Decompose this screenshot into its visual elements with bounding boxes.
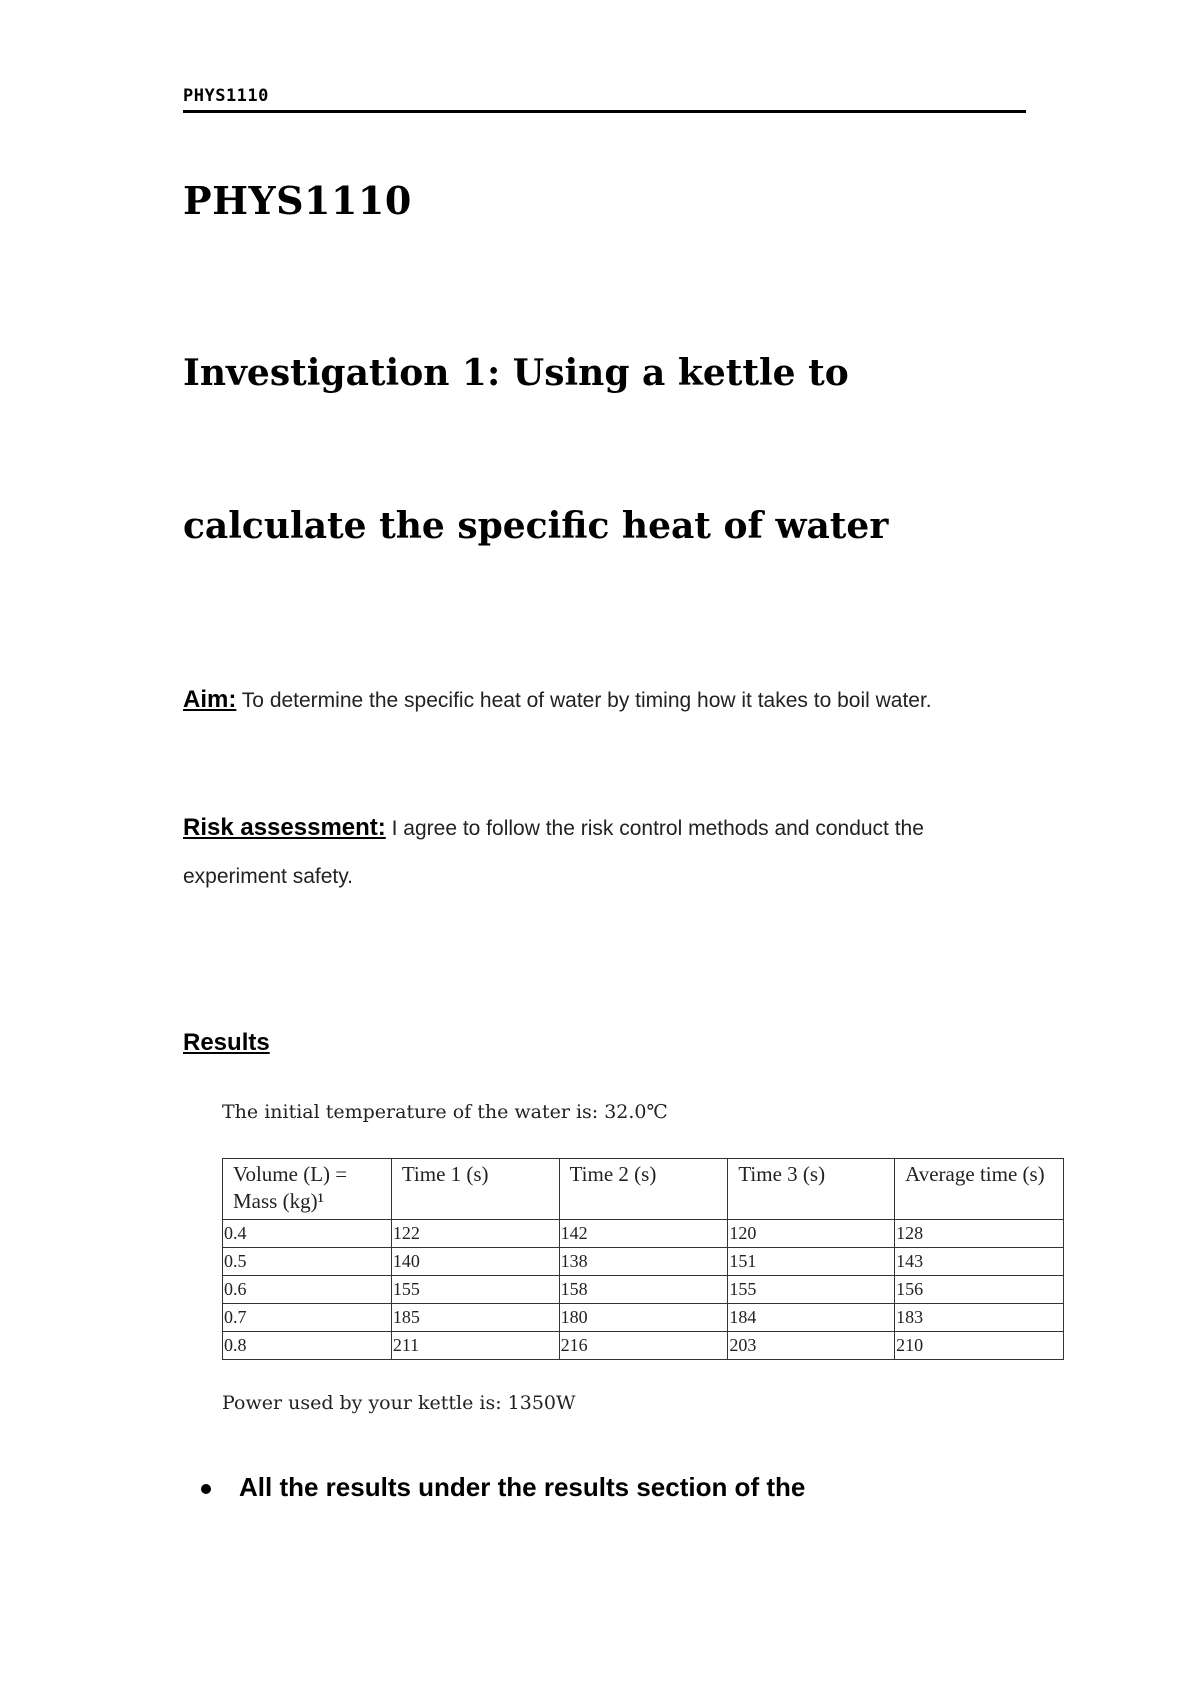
risk-paragraph (183, 804, 1023, 901)
table-cell: 143 (895, 1248, 1064, 1276)
table-cell: 142 (559, 1220, 728, 1248)
risk-text: I agree to follow the risk control methods and conduct the experiment safety. (183, 817, 924, 888)
table-cell: 0.8 (223, 1332, 392, 1360)
table-cell: 155 (728, 1276, 895, 1304)
running-header: PHYS1110 (183, 86, 269, 106)
header-time-3: Time 3 (s) (728, 1159, 895, 1220)
table-cell: 140 (391, 1248, 559, 1276)
table-cell: 0.5 (223, 1248, 392, 1276)
bullet-item: All the results under the results section of the (239, 1472, 806, 1502)
table-row (223, 1332, 1064, 1360)
investigation-title-line-2: calculate the specific heat of water (183, 505, 889, 547)
aim-paragraph (183, 676, 1023, 725)
table-cell: 122 (391, 1220, 559, 1248)
header-time-1: Time 1 (s) (391, 1159, 559, 1220)
table-cell: 155 (391, 1276, 559, 1304)
aim-label: Aim: (183, 686, 237, 713)
table-cell: 0.7 (223, 1304, 392, 1332)
table-cell: 185 (391, 1304, 559, 1332)
table-row (223, 1220, 1064, 1248)
investigation-title-line-1: Investigation 1: Using a kettle to (183, 352, 849, 394)
table-cell: 138 (559, 1248, 728, 1276)
results-table (222, 1158, 1064, 1360)
table-cell: 210 (895, 1332, 1064, 1360)
table-cell: 211 (391, 1332, 559, 1360)
header-time-2: Time 2 (s) (559, 1159, 728, 1220)
table-cell: 183 (895, 1304, 1064, 1332)
table-row (223, 1248, 1064, 1276)
table-header-row (223, 1159, 1064, 1220)
aim-text: To determine the specific heat of water by timing how it takes to boil water. (236, 689, 932, 712)
table-cell: 0.4 (223, 1220, 392, 1248)
results-heading: Results (183, 1029, 270, 1056)
header-average-time: Average time (s) (895, 1159, 1064, 1220)
table-cell: 156 (895, 1276, 1064, 1304)
table-cell: 180 (559, 1304, 728, 1332)
table-cell: 0.6 (223, 1276, 392, 1304)
document-title: PHYS1110 (183, 178, 412, 223)
header-rule (183, 110, 1026, 113)
table-cell: 184 (728, 1304, 895, 1332)
table-cell: 216 (559, 1332, 728, 1360)
bullet-icon (201, 1484, 211, 1494)
table-cell: 128 (895, 1220, 1064, 1248)
risk-label: Risk assessment: (183, 814, 386, 841)
table-row (223, 1276, 1064, 1304)
table-cell: 120 (728, 1220, 895, 1248)
table-row (223, 1304, 1064, 1332)
kettle-power: Power used by your kettle is: 1350W (222, 1392, 576, 1414)
initial-temperature: The initial temperature of the water is: 32.0℃ (222, 1101, 668, 1123)
table-cell: 158 (559, 1276, 728, 1304)
table-cell: 151 (728, 1248, 895, 1276)
header-volume: Volume (L) = Mass (kg)¹ (223, 1159, 392, 1220)
table-cell: 203 (728, 1332, 895, 1360)
